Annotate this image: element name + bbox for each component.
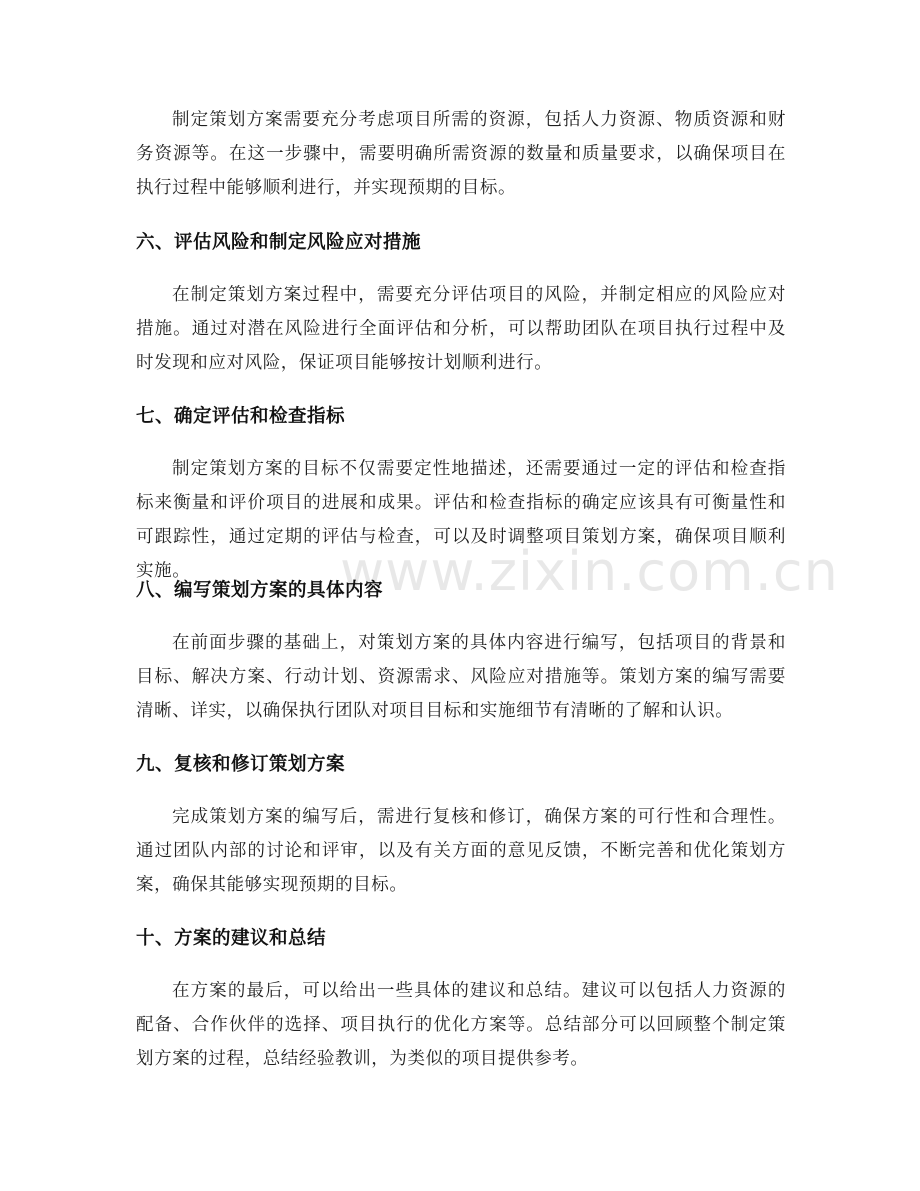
watermark: www.zixin.com.cn — [340, 540, 839, 603]
heading-section-7: 七、确定评估和检查指标 — [136, 406, 346, 427]
heading-section-9: 九、复核和修订策划方案 — [136, 754, 346, 775]
paragraph-section-7: 制定策划方案的目标不仅需要定性地描述，还需要通过一定的评估和检查指标来衡量和评价项目的进展和成果。评估和检查指标的确定应该具有可衡量性和可跟踪性，通过定期的评估与检查，可以及时调整项目策划方案，确保项目顺利实施。 — [136, 459, 786, 581]
paragraph-section-10: 在方案的最后，可以给出一些具体的建议和总结。建议可以包括人力资源的配备、合作伙伴的选择、项目执行的优化方案等。总结部分可以回顾整个制定策划方案的过程，总结经验教训，为类似的项目提供参考。 — [136, 981, 786, 1069]
heading-section-6: 六、评估风险和制定风险应对措施 — [136, 232, 422, 253]
paragraph-section-6: 在制定策划方案过程中，需要充分评估项目的风险，并制定相应的风险应对措施。通过对潜在风险进行全面评估和分析，可以帮助团队在项目执行过程中及时发现和应对风险，保证项目能够按计划顺利进行。 — [136, 285, 786, 373]
heading-section-8: 八、编写策划方案的具体内容 — [136, 580, 384, 601]
paragraph-section-9: 完成策划方案的编写后，需进行复核和修订，确保方案的可行性和合理性。通过团队内部的讨论和评审，以及有关方面的意见反馈，不断完善和优化策划方案，确保其能够实现预期的目标。 — [136, 807, 786, 895]
paragraph-section-8: 在前面步骤的基础上，对策划方案的具体内容进行编写，包括项目的背景和目标、解决方案、行动计划、资源需求、风险应对措施等。策划方案的编写需要清晰、详实，以确保执行团队对项目目标和实施细节有清晰的了解和认识。 — [136, 633, 786, 721]
paragraph-resources: 制定策划方案需要充分考虑项目所需的资源，包括人力资源、物质资源和财务资源等。在这一步骤中，需要明确所需资源的数量和质量要求，以确保项目在执行过程中能够顺利进行，并实现预期的目标。 — [136, 110, 786, 198]
heading-section-10: 十、方案的建议和总结 — [136, 928, 327, 949]
